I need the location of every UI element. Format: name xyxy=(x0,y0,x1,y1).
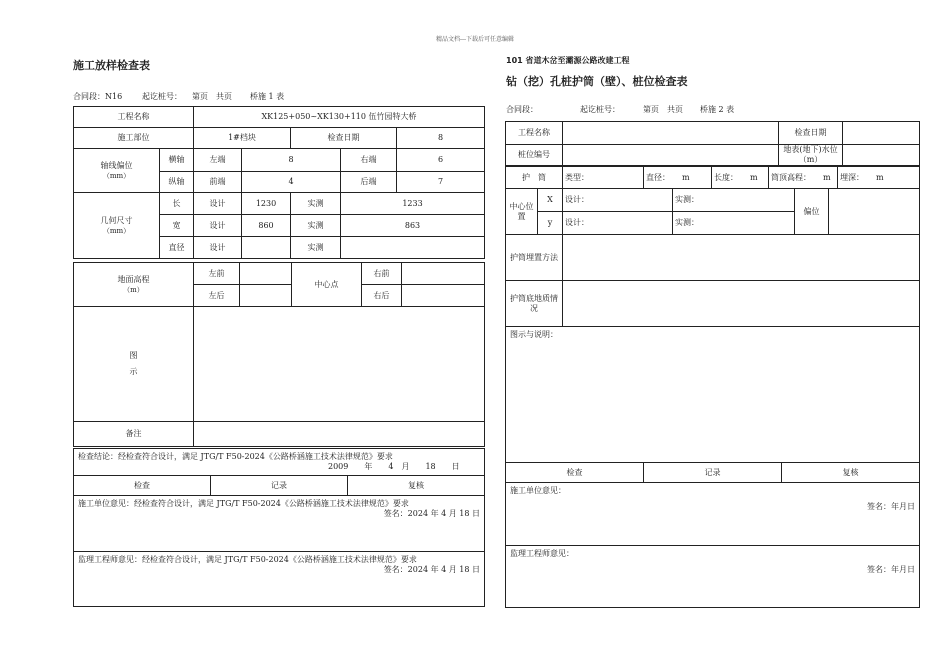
geometry-label: 几何尺寸 （mm） xyxy=(74,193,160,259)
rear-left-value xyxy=(240,285,292,307)
project-name-label: 工程名称 xyxy=(74,107,194,128)
front-left-value xyxy=(240,263,292,285)
front-right-label: 右前 xyxy=(362,263,402,285)
bottom-geology-label: 护筒底地质情况 xyxy=(506,281,563,327)
center-pos-label: 中心位置 xyxy=(506,189,538,235)
design-label: 设计 xyxy=(194,215,242,237)
front-end-label: 前端 xyxy=(194,172,242,193)
part-label: 施工部位 xyxy=(74,128,194,149)
ground-elev-label: 地面高程 （m） xyxy=(74,263,194,307)
right-contract-label: 合同段： xyxy=(506,105,538,114)
measured-label: 实测 xyxy=(291,215,341,237)
supervisor-opinion: 监理工程师意见：经检查符合设计，满足 JTG/T F50-2024《公路桥涵施工技术法律规范》要求 签名：2024 年 4 月 18 日 xyxy=(74,552,485,607)
diameter-label: 直径 xyxy=(160,237,194,259)
diagram-label: 图 示 xyxy=(74,307,194,422)
right-position-table xyxy=(505,188,920,235)
right-header-table xyxy=(505,121,920,166)
casing-label: 护 筒 xyxy=(506,167,563,189)
vertical-axis-label: 纵轴 xyxy=(160,172,194,193)
h-right-value: 6 xyxy=(397,149,485,172)
rear-left-label: 左后 xyxy=(194,285,240,307)
r-contractor-sign: 签名：年月日 xyxy=(867,502,915,511)
casing-length: 长度： m xyxy=(712,167,769,189)
r-project-name-label: 工程名称 xyxy=(506,122,563,145)
r-supervisor-sign: 签名：年月日 xyxy=(867,565,915,574)
right-page-label: 第页 共页 xyxy=(643,105,683,114)
diagram-area xyxy=(194,307,485,422)
header-note: 精品文档---下载后可任意编辑 xyxy=(435,36,515,43)
rear-end-label: 后端 xyxy=(341,172,397,193)
supervisor-sign: 签名：2024 年 4 月 18 日 xyxy=(383,565,481,574)
width-measured: 863 xyxy=(341,215,485,237)
v-front-value: 4 xyxy=(242,172,341,193)
burial-method-value xyxy=(563,235,920,281)
offset-label: 偏位 xyxy=(795,189,829,235)
left-station-label: 起讫桩号： xyxy=(142,92,182,101)
left-conclusion-table xyxy=(73,448,485,607)
conclusion: 检查结论：经检查符合设计，满足 JTG/T F50-2024《公路桥涵施工技术法律规范》要求 2009 年 4 月 18 日 xyxy=(74,449,485,476)
r-check-date-value xyxy=(843,122,920,145)
right-details-table xyxy=(505,234,920,463)
r-review-label: 复核 xyxy=(782,463,920,483)
r-supervisor-opinion: 监理工程师意见： 签名：年月日 xyxy=(506,546,920,608)
rear-right-label: 右后 xyxy=(362,285,402,307)
left-contract-label: 合同段：N16 xyxy=(73,92,123,101)
length-measured: 1233 xyxy=(341,193,485,215)
r-project-name-value xyxy=(563,122,779,145)
y-measured: 实测： xyxy=(673,212,795,235)
r-check-date-label: 检查日期 xyxy=(779,122,843,145)
diameter-measured xyxy=(341,237,485,259)
left-page-label: 第页 共页 xyxy=(192,92,232,101)
measured-label: 实测 xyxy=(291,237,341,259)
diameter-design xyxy=(242,237,291,259)
length-label: 长 xyxy=(160,193,194,215)
center-point-label: 中心点 xyxy=(292,263,362,307)
v-rear-value: 7 xyxy=(397,172,485,193)
right-form-no: 桥施 2 表 xyxy=(700,105,735,114)
h-left-value: 8 xyxy=(242,149,341,172)
right-station-label: 起讫桩号： xyxy=(580,105,620,114)
check-date-value: 8 xyxy=(397,128,485,149)
horizontal-axis-label: 横轴 xyxy=(160,149,194,172)
contractor-opinion: 施工单位意见：经检查符合设计，满足 JTG/T F50-2024《公路桥涵施工技术法律规范》要求 签名：2024 年 4 月 18 日 xyxy=(74,496,485,552)
right-project-header: 101 省道木岔至灞源公路改建工程 xyxy=(506,56,630,65)
x-design: 设计： xyxy=(563,189,673,212)
y-label: y xyxy=(538,212,563,235)
left-form-title: 施工放样检查表 xyxy=(73,59,150,72)
pile-no-value xyxy=(563,145,779,166)
diagram-note: 图示与说明： xyxy=(506,327,920,463)
left-inspection-table xyxy=(73,106,485,259)
measured-label: 实测 xyxy=(291,193,341,215)
y-design: 设计： xyxy=(563,212,673,235)
right-signoff-table xyxy=(505,462,920,608)
length-design: 1230 xyxy=(242,193,291,215)
x-measured: 实测： xyxy=(673,189,795,212)
burial-method-label: 护筒埋置方法 xyxy=(506,235,563,281)
r-record-label: 记录 xyxy=(644,463,782,483)
remarks-label: 备注 xyxy=(74,422,194,447)
rear-right-value xyxy=(402,285,485,307)
check-date-label: 检查日期 xyxy=(291,128,397,149)
conclusion-year: 2009 xyxy=(328,462,349,471)
left-elevation-table xyxy=(73,262,485,447)
right-casing-table xyxy=(505,166,920,189)
conclusion-day: 18 xyxy=(425,462,436,471)
contractor-sign: 签名：2024 年 4 月 18 日 xyxy=(383,509,481,518)
left-end-label: 左端 xyxy=(194,149,242,172)
pile-no-label: 桩位编号 xyxy=(506,145,563,166)
width-label: 宽 xyxy=(160,215,194,237)
right-end-label: 右端 xyxy=(341,149,397,172)
part-value: 1#档块 xyxy=(194,128,291,149)
casing-diameter: 直径： m xyxy=(644,167,712,189)
project-name-value: XK125+050~XK130+110 伍竹园特大桥 xyxy=(194,107,485,128)
design-label: 设计 xyxy=(194,193,242,215)
casing-embed: 埋深： m xyxy=(838,167,920,189)
x-label: X xyxy=(538,189,563,212)
right-form-title: 钻（挖）孔桩护筒（壁）、桩位检查表 xyxy=(506,75,688,88)
front-left-label: 左前 xyxy=(194,263,240,285)
bottom-geology-value xyxy=(563,281,920,327)
inspect-label: 检查 xyxy=(74,476,211,496)
left-form-no: 桥施 1 表 xyxy=(250,92,285,101)
record-label: 记录 xyxy=(211,476,348,496)
ground-water-value xyxy=(843,145,920,166)
r-inspect-label: 检查 xyxy=(506,463,644,483)
r-contractor-opinion: 施工单位意见： 签名：年月日 xyxy=(506,483,920,546)
ground-water-label: 地表(地下)水位（m） xyxy=(779,145,843,166)
offset-value xyxy=(829,189,920,235)
design-label: 设计 xyxy=(194,237,242,259)
width-design: 860 xyxy=(242,215,291,237)
front-right-value xyxy=(402,263,485,285)
review-label: 复核 xyxy=(348,476,485,496)
casing-type: 类型： xyxy=(563,167,644,189)
axis-offset-label: 轴线偏位 （mm） xyxy=(74,149,160,193)
remarks-value xyxy=(194,422,485,447)
conclusion-month: 4 xyxy=(388,462,394,471)
casing-top-elev: 筒顶高程： m xyxy=(769,167,838,189)
